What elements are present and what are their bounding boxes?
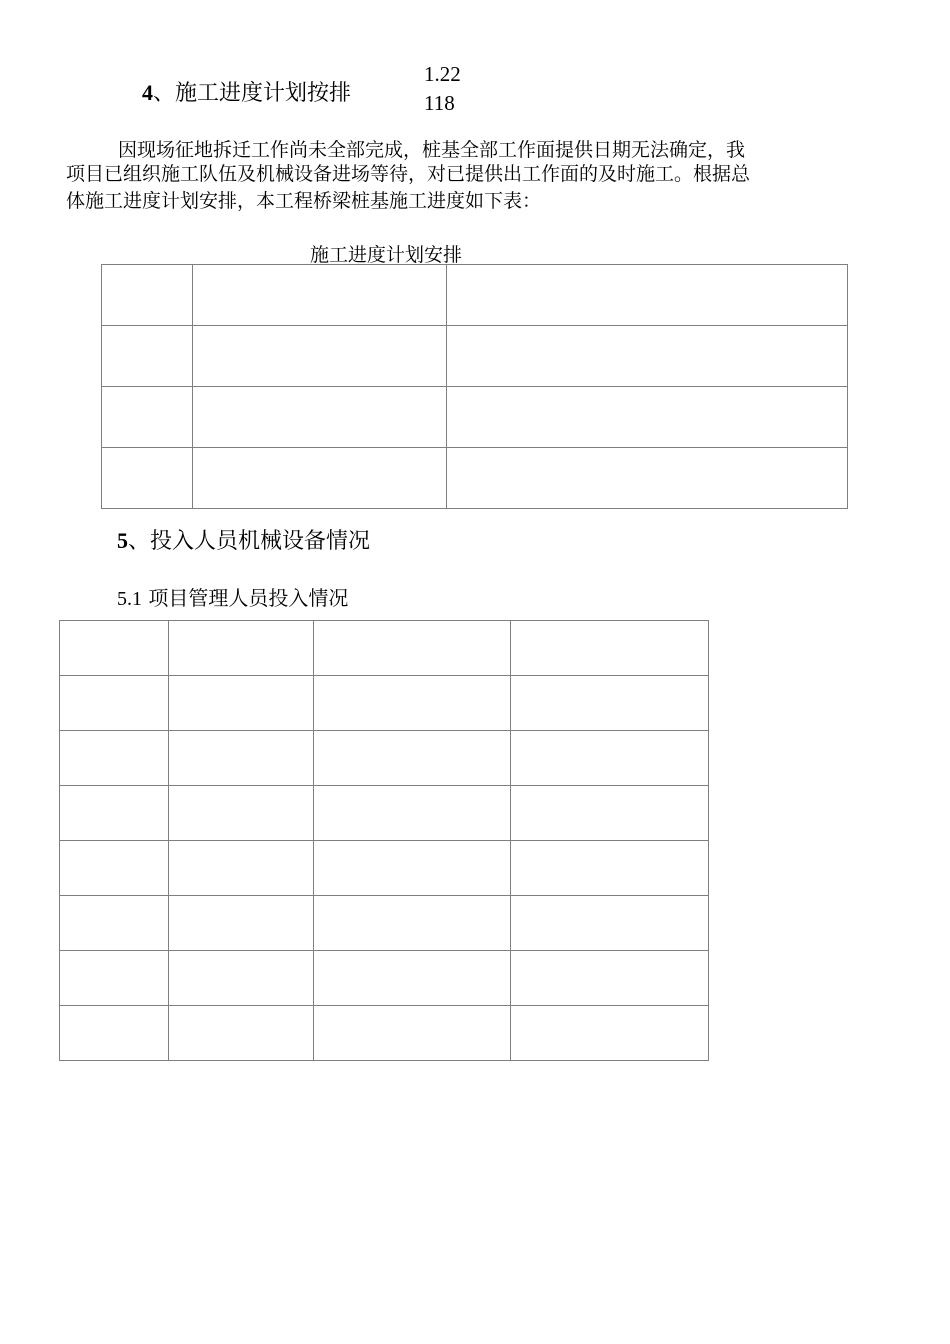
staff-table-cell — [511, 896, 709, 951]
staff-table-cell — [511, 621, 709, 676]
staff-table-cell — [511, 841, 709, 896]
staff-table-cell — [60, 786, 169, 841]
staff-table-cell — [313, 1006, 511, 1061]
staff-table-cell — [60, 731, 169, 786]
staff-table-cell — [168, 1006, 313, 1061]
schedule-table-row — [102, 387, 848, 448]
staff-table-cell — [313, 786, 511, 841]
staff-table-cell — [313, 676, 511, 731]
schedule-table-cell — [192, 448, 446, 509]
paragraph-line-2: 项目已组织施工队伍及机械设备进场等待，对已提供出工作面的及时施工。根据总 — [66, 163, 751, 185]
schedule-table-cell — [192, 265, 446, 326]
staff-table-cell — [168, 621, 313, 676]
schedule-table-row — [102, 326, 848, 387]
staff-table-row — [60, 951, 709, 1006]
schedule-table-cell — [102, 326, 193, 387]
schedule-table-cell — [102, 448, 193, 509]
schedule-table-cell — [446, 265, 847, 326]
schedule-table-cell — [446, 387, 847, 448]
schedule-table — [101, 264, 848, 509]
staff-table-row — [60, 1006, 709, 1061]
section-5-title: 、投入人员机械设备情况 — [128, 529, 371, 554]
staff-table-row — [60, 786, 709, 841]
staff-table-cell — [60, 621, 169, 676]
staff-table-cell — [313, 951, 511, 1006]
section-5-number: 5 — [117, 528, 128, 553]
staff-table-row — [60, 621, 709, 676]
staff-table-cell — [60, 676, 169, 731]
staff-table-cell — [60, 951, 169, 1006]
staff-table-cell — [313, 896, 511, 951]
section-5-heading — [117, 524, 370, 555]
staff-table-cell — [60, 1006, 169, 1061]
staff-table-row — [60, 731, 709, 786]
staff-table-cell — [60, 896, 169, 951]
section-5-1-heading — [117, 582, 348, 611]
staff-table-cell — [60, 841, 169, 896]
staff-table-cell — [511, 786, 709, 841]
schedule-table-cell — [102, 387, 193, 448]
paragraph-line-3: 体施工进度计划安排，本工程桥梁桩基施工进度如下表： — [66, 190, 542, 212]
staff-table-cell — [511, 951, 709, 1006]
staff-table — [59, 620, 709, 1061]
section-4-title: 、施工进度计划按排 — [153, 81, 352, 106]
staff-table-cell — [168, 896, 313, 951]
section-5-1-title: 项目管理人员投入情况 — [142, 586, 349, 610]
schedule-table-row — [102, 448, 848, 509]
section-5-1-number: 5.1 — [117, 588, 142, 610]
staff-table-cell — [511, 731, 709, 786]
schedule-table-caption: 施工进度计划安排 — [310, 244, 463, 266]
staff-table-cell — [168, 786, 313, 841]
staff-table-cell — [313, 841, 511, 896]
section-4-heading — [142, 76, 351, 107]
staff-table-cell — [313, 731, 511, 786]
staff-table-cell — [511, 1006, 709, 1061]
staff-table-cell — [511, 676, 709, 731]
staff-table-cell — [168, 676, 313, 731]
staff-table-row — [60, 676, 709, 731]
schedule-table-row — [102, 265, 848, 326]
schedule-table-cell — [446, 448, 847, 509]
staff-table-cell — [313, 621, 511, 676]
paragraph-line-1: 因现场征地拆迁工作尚未全部完成，桩基全部工作面提供日期无法确定，我 — [118, 139, 746, 161]
schedule-table-cell — [102, 265, 193, 326]
staff-table-row — [60, 841, 709, 896]
staff-table-cell — [168, 841, 313, 896]
staff-table-cell — [168, 951, 313, 1006]
schedule-table-cell — [192, 326, 446, 387]
section-4-number: 4 — [142, 80, 153, 105]
side-number-2: 118 — [424, 91, 455, 115]
schedule-table-cell — [192, 387, 446, 448]
side-number-1: 1.22 — [424, 62, 461, 86]
staff-table-cell — [168, 731, 313, 786]
staff-table-row — [60, 896, 709, 951]
schedule-table-cell — [446, 326, 847, 387]
